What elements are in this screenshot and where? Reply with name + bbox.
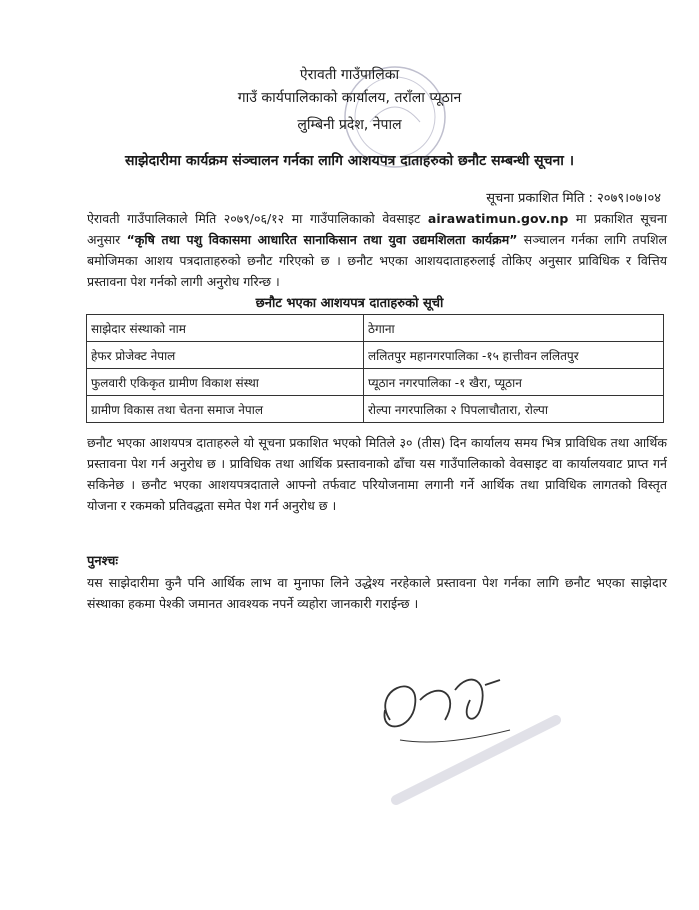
website-text: airawatimun.gov.np — [427, 211, 569, 226]
partner-name: ग्रामीण विकास तथा चेतना समाज नेपाल — [87, 396, 364, 423]
partner-address: ललितपुर महानगरपालिका -१५ हात्तीवन ललितपुर — [364, 342, 664, 369]
header-office: गाउँ कार्यपालिकाको कार्यालय, तराँला प्यूठान — [237, 90, 462, 106]
partner-address: रोल्पा नगरपालिका २ पिपलाचौतारा, रोल्पा — [364, 396, 664, 423]
selected-partners-table — [86, 314, 664, 423]
column-header-address: ठेगाना — [364, 315, 664, 342]
table-row — [87, 369, 664, 396]
postscript-text: यस साझेदारीमा कुनै पनि आर्थिक लाभ वा मुनाफा लिने उद्धेश्य नरहेकाले प्रस्तावना पेश गर्नका लागि छनौट भएका साझेदार संस्थाका हकमा पेश्की जमानत आवश्यक नपर्ने व्यहोरा जानकारी गराईन्छ । — [87, 575, 667, 611]
program-name: “कृषि तथा पशु विकासमा आधारित सानाकिसान तथा युवा उद्यमशिलता कार्यक्रम” — [126, 232, 518, 247]
para1-text-c: सञ्चालन गर्नका लागि तपशिल बमोजिमका आशय पत्रदाताहरुको छनौट गरिएको छ । छनौट भएका आशयदाताहरुलाई तोकिए अनुसार प्राविधिक र वित्तिय प्रस्तावना पेश गर्नको लागी अनुरोध गरिन्छ । — [87, 232, 667, 289]
postscript-label: पुनश्चः — [87, 554, 119, 569]
table-header-row — [87, 315, 664, 342]
para1-text-a: ऐरावती गाउँपालिकाले मिति २०७९/०६/१२ मा गाउँपालिकाको वेवसाइट — [87, 211, 428, 226]
partner-address: प्यूठान नगरपालिका -१ खैरा, प्यूठान — [364, 369, 664, 396]
partner-name: फुलवारी एकिकृत ग्रामीण विकाश संस्था — [87, 369, 364, 396]
notice-subject: साझेदारीमा कार्यक्रम संञ्चालन गर्नका लागि आशयपत्र दाताहरुको छनौट सम्बन्धी सूचना । — [124, 153, 575, 169]
para1-text-b: मा प्रकाशित सूचना अनुसार — [87, 211, 667, 247]
officer-stamp-icon — [386, 700, 566, 810]
partner-name: हेफर प्रोजेक्ट नेपाल — [87, 342, 364, 369]
table-title: छनौट भएका आशयपत्र दाताहरुको सूची — [255, 296, 444, 311]
column-header-name: साझेदार संस्थाको नाम — [87, 315, 364, 342]
table-row — [87, 396, 664, 423]
header-municipality: ऐरावती गाउँपालिका — [299, 67, 400, 83]
header-province: लुम्बिनी प्रदेश, नेपाल — [297, 117, 402, 133]
table-row — [87, 342, 664, 369]
publish-date: सूचना प्रकाशित मिति : २०७९।०७।०४ — [486, 191, 661, 206]
notice-paragraph-2: छनौट भएका आशयपत्र दाताहरुले यो सूचना प्रकाशित भएको मितिले ३० (तीस) दिन कार्यालय समय भित्र प्राविधिक तथा आर्थिक प्रस्तावना पेश गर्न अनुरोध छ । प्राविधिक तथा आर्थिक प्रस्तावनाको ढाँचा यस गाउँपालिकाको वेवसाइट वा कार्यालयवाट प्राप्त गर्न सकिनेछ । छनौट भएका आशयपत्रदाताले आफ्नो तर्फवाट परियोजनामा लगानी गर्ने आर्थिक तथा प्राविधिक लागतको विस्तृत योजना र रकमको प्रतिवद्धता समेत पेश गर्न अनुरोध छ । — [87, 435, 667, 513]
notice-paragraph-1 — [87, 208, 667, 292]
